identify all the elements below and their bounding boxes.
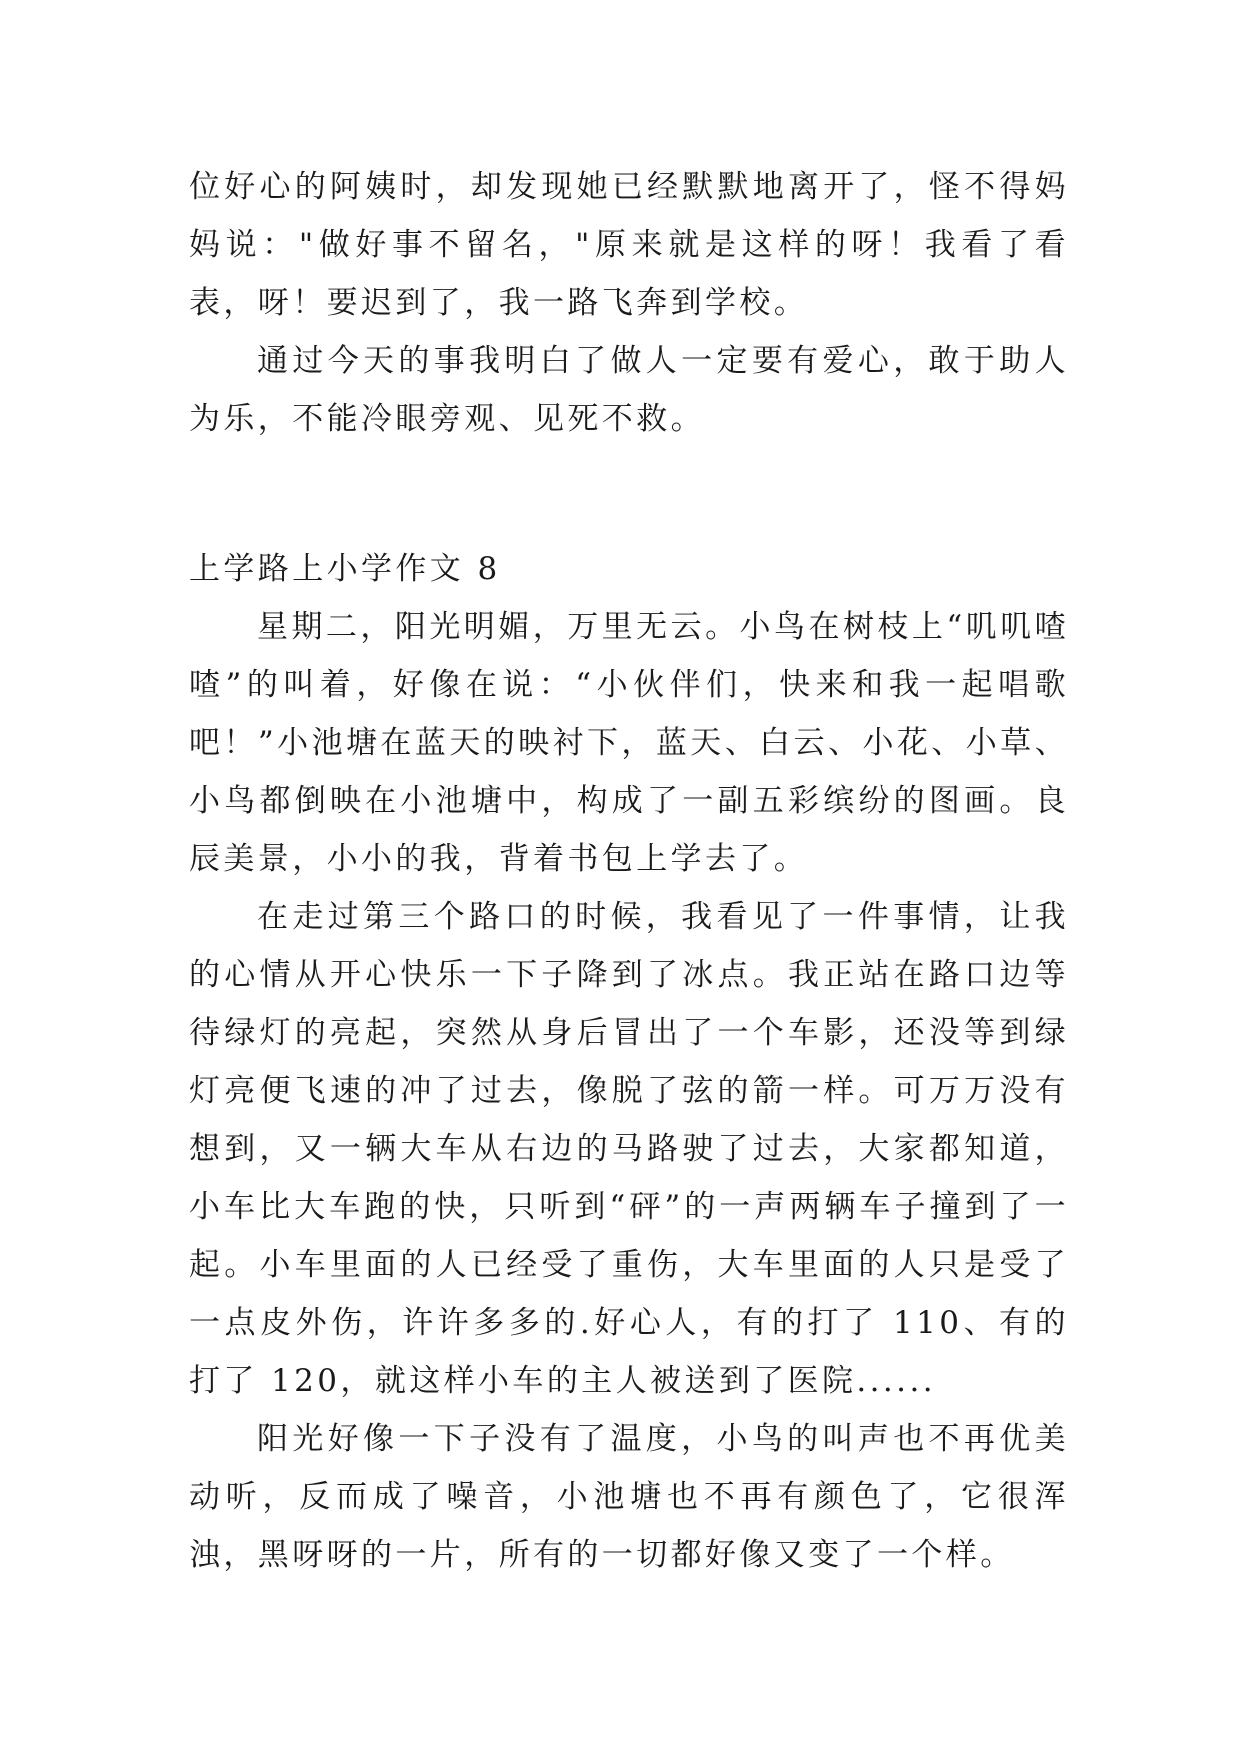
paragraph: 星期二，阳光明媚，万里无云。小鸟在树枝上“叽叽喳喳”的叫着，好像在说：“小伙伴们，快来和我一起唱歌吧！”小池塘在蓝天的映衬下，蓝天、白云、小花、小草、小鸟都倒映在小池塘中，构成了一副五彩缤纷的图画。良辰美景，小小的我，背着书包上学去了。 xyxy=(189,609,1069,877)
document-body xyxy=(189,158,1069,1584)
paragraph: 阳光好像一下子没有了温度，小鸟的叫声也不再优美动听，反而成了噪音，小池塘也不再有颜色了，它很浑浊，黑呀呀的一片，所有的一切都好像又变了一个样。 xyxy=(189,1421,1069,1573)
paragraph: 在走过第三个路口的时候，我看见了一件事情，让我的心情从开心快乐一下子降到了冰点。我正站在路口边等待绿灯的亮起，突然从身后冒出了一个车影，还没等到绿灯亮便飞速的冲了过去，像脱了弦的箭一样。可万万没有想到，又一辆大车从右边的马路驶了过去，大家都知道，小车比大车跑的快，只听到“砰”的一声两辆车子撞到了一起。小车里面的人已经受了重伤，大车里面的人只是受了一点皮外伤，许许多多的.好心人，有的打了 110、有的打了 120，就这样小车的主人被送到了医院...... xyxy=(189,899,1069,1399)
paragraph: 位好心的阿姨时，却发现她已经默默地离开了，怪不得妈妈说："做好事不留名，"原来就是这样的呀！我看了看表，呀！要迟到了，我一路飞奔到学校。 xyxy=(189,169,1069,321)
paragraph: 通过今天的事我明白了做人一定要有爱心，敢于助人为乐，不能冷眼旁观、见死不救。 xyxy=(189,343,1069,437)
section-title: 上学路上小学作文 8 xyxy=(189,551,501,587)
